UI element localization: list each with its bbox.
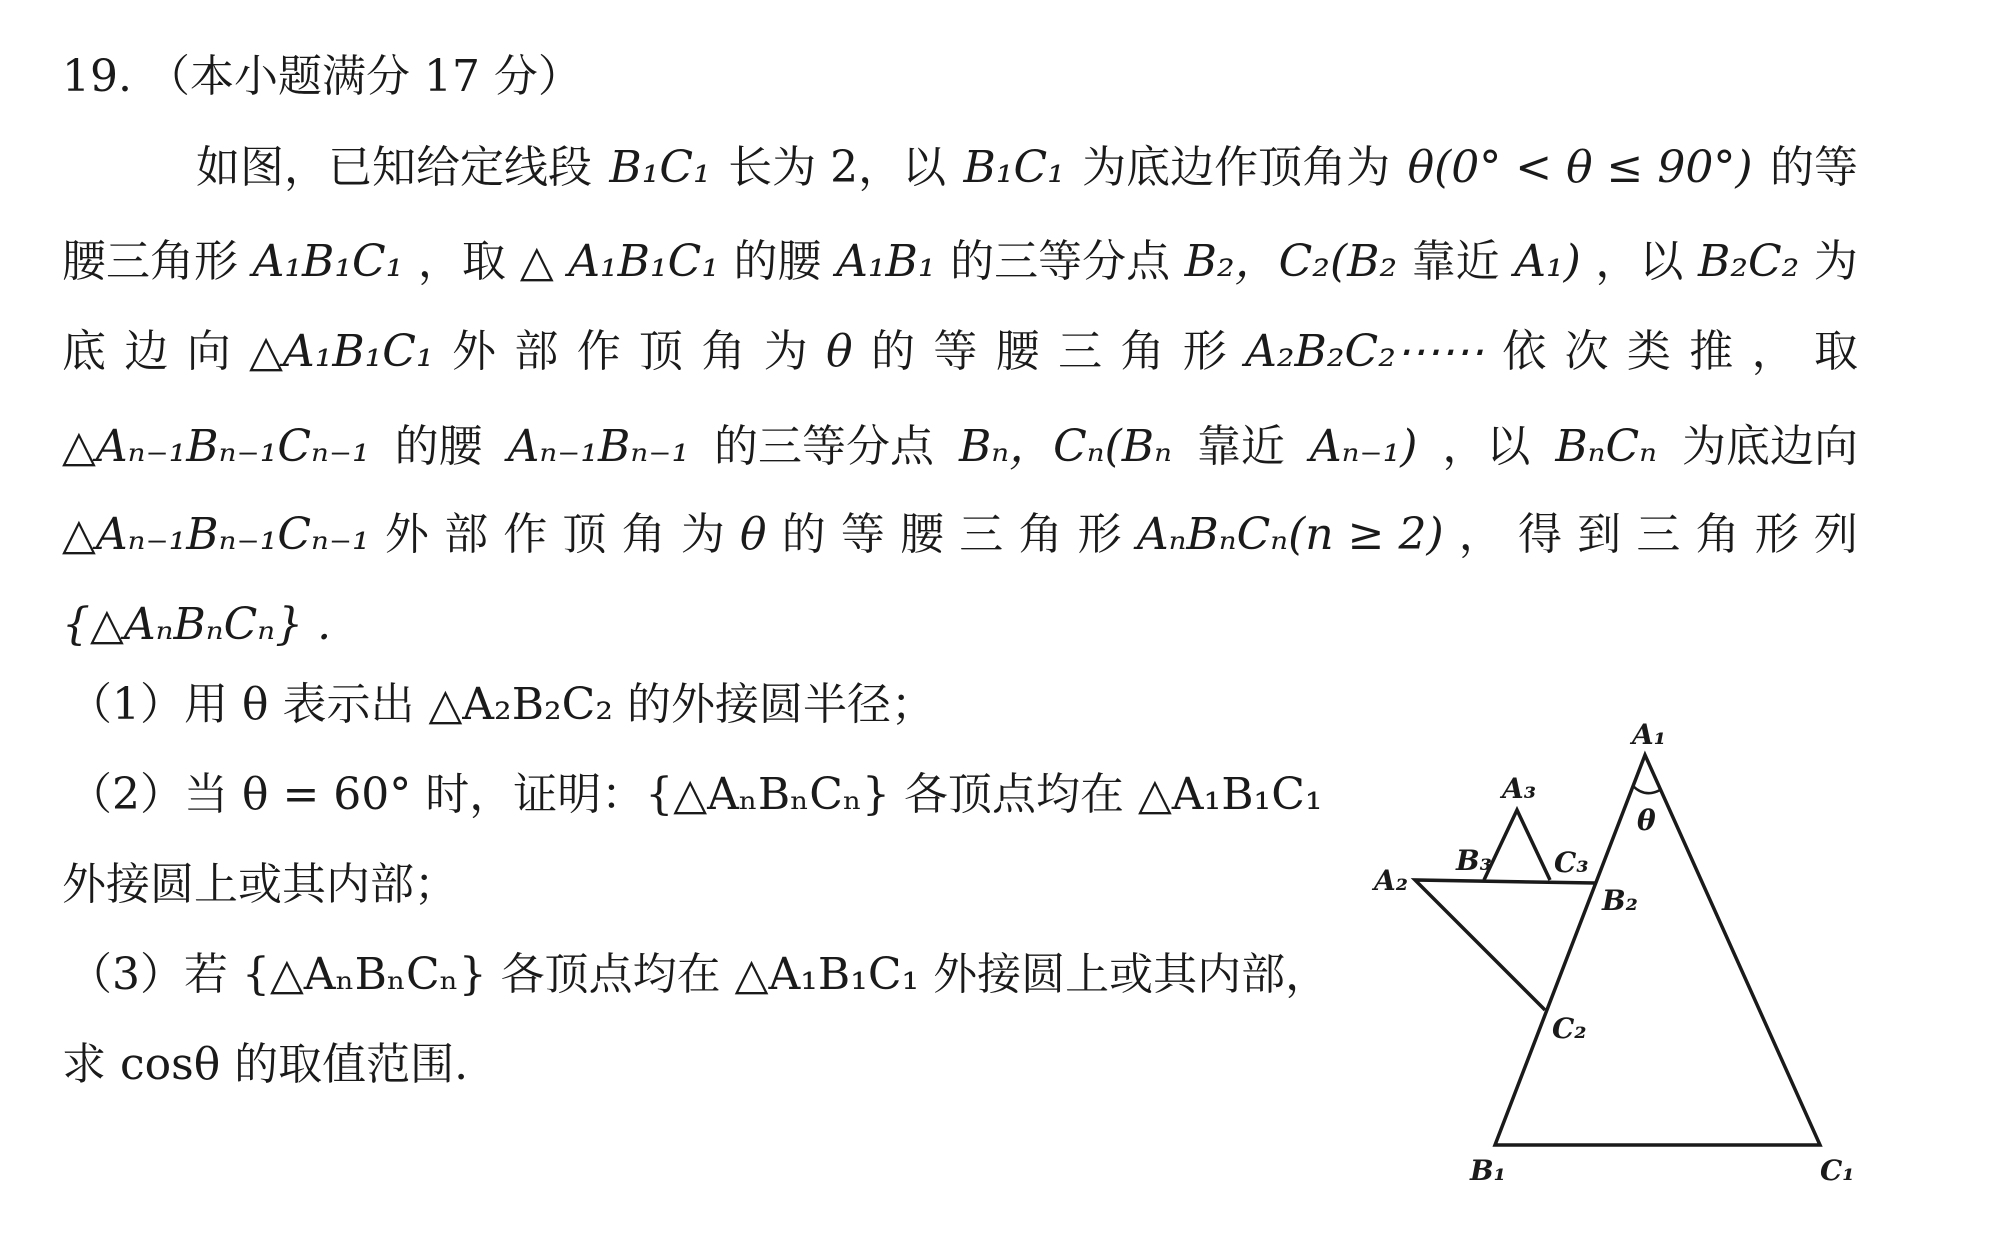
text-segment: 类 [1626, 326, 1671, 377]
math-segment: AₙBₙCₙ(n ≥ 2) [1136, 509, 1444, 560]
text-segment: 等 [933, 326, 978, 377]
text-segment: 角 [621, 509, 666, 560]
text-segment: 的三等分点 [950, 236, 1171, 287]
math-segment: A₁B₁C₁ [568, 236, 719, 287]
math-segment: △Aₙ₋₁Bₙ₋₁Cₙ₋₁ [62, 509, 370, 560]
text-segment: ， [1751, 326, 1796, 377]
text-segment: 作 [576, 326, 621, 377]
paragraph-line-1 [196, 142, 1858, 193]
triangle-A2B2C2 [1415, 880, 1595, 1010]
math-segment: △Aₙ₋₁Bₙ₋₁Cₙ₋₁ [62, 421, 370, 472]
label-B2: B₂ [1602, 884, 1638, 917]
text-segment: 等 [840, 509, 885, 560]
paragraph-line-4 [62, 421, 1858, 472]
paragraph-line-5 [62, 509, 1858, 560]
question-2-line-2 [62, 859, 458, 910]
problem-header [62, 51, 582, 102]
text-segment: 三 [1636, 509, 1681, 560]
text-segment: 底 [62, 326, 106, 377]
text-segment: 角 [1695, 509, 1740, 560]
text-segment: 的腰 [394, 421, 483, 472]
question-3-line-1 [68, 949, 1330, 1000]
text-segment: 为底边作顶角为 [1082, 142, 1391, 193]
triangle-A1B1C1 [1495, 755, 1820, 1145]
text-segment: 的 [870, 326, 915, 377]
text-segment: 次 [1564, 326, 1609, 377]
math-segment: △A₁B₁C₁ [249, 326, 434, 377]
label-A1: A₁ [1632, 720, 1666, 751]
paragraph-line-6 [62, 599, 332, 650]
label-B1: B₁ [1470, 1154, 1506, 1187]
text-segment: 列 [1813, 509, 1858, 560]
text-segment: ，取 △ [417, 236, 554, 287]
text-segment: 为 [763, 326, 808, 377]
text-segment: 得 [1517, 509, 1562, 560]
math-sequence: {△AₙBₙCₙ} . [62, 599, 332, 650]
math-segment: A₁B₁ [836, 236, 936, 287]
text-segment: 依 [1502, 326, 1547, 377]
question-2-line-1 [68, 769, 1323, 820]
question-3-text: （3）若 {△AₙBₙCₙ} 各顶点均在 △A₁B₁C₁ 外接圆上或其内部， [68, 949, 1330, 1000]
text-segment: 顶 [639, 326, 684, 377]
math-segment: A₁B₁C₁ [252, 236, 404, 287]
text-segment: 的等 [1769, 142, 1858, 193]
math-segment: B₂C₂ [1698, 236, 1800, 287]
math-theta: θ [740, 509, 767, 560]
math-B1C1: B₁C₁ [609, 142, 711, 193]
text-segment: 角 [701, 326, 746, 377]
text-segment: 形 [1182, 326, 1227, 377]
text-segment: 到 [1577, 509, 1622, 560]
question-1 [68, 679, 935, 730]
math-segment: Bₙ，Cₙ(Bₙ [958, 421, 1172, 472]
text-segment: 形 [1754, 509, 1799, 560]
text-segment: 形 [1077, 509, 1122, 560]
math-segment: Aₙ₋₁) [1309, 421, 1418, 472]
math-segment: B₂，C₂(B₂ [1184, 236, 1398, 287]
label-B3: B₃ [1456, 844, 1492, 877]
math-theta-range: θ(0° < θ ≤ 90°) [1407, 142, 1753, 193]
text-segment: 三 [959, 509, 1004, 560]
math-theta: θ [826, 326, 853, 377]
text-segment: 的腰 [733, 236, 822, 287]
text-segment: 角 [1120, 326, 1165, 377]
text-segment: 边 [124, 326, 169, 377]
label-C2: C₂ [1552, 1012, 1587, 1045]
math-segment: A₂B₂C₂⋯⋯ [1245, 326, 1484, 377]
text-segment: 为 [1813, 236, 1858, 287]
text-segment: 的三等分点 [714, 421, 935, 472]
question-1-text: （1）用 θ 表示出 △A₂B₂C₂ 的外接圆半径； [68, 679, 935, 730]
label-A2: A₂ [1374, 864, 1408, 897]
text-segment: 腰三角形 [62, 236, 238, 287]
math-segment: Aₙ₋₁Bₙ₋₁ [507, 421, 690, 472]
label-A3: A₃ [1502, 772, 1536, 805]
text-segment: 的 [781, 509, 826, 560]
text-segment: ，以 [1442, 421, 1531, 472]
text-segment: 长为 2，以 [728, 142, 947, 193]
text-segment: 靠近 [1196, 421, 1285, 472]
math-B1C1: B₁C₁ [963, 142, 1065, 193]
text-segment: 外 [451, 326, 496, 377]
text-segment: 角 [1018, 509, 1063, 560]
question-2-text-cont: 外接圆上或其内部； [62, 859, 458, 910]
text-segment: 作 [503, 509, 548, 560]
question-2-text: （2）当 θ = 60° 时，证明：{△AₙBₙCₙ} 各顶点均在 △A₁B₁C₁ [68, 769, 1323, 820]
text-segment: 取 [1814, 326, 1858, 377]
text-segment: 腰 [900, 509, 945, 560]
problem-header-text: 19. （本小题满分 17 分） [62, 51, 582, 102]
text-segment: 外 [384, 509, 429, 560]
text-segment: 推 [1689, 326, 1734, 377]
question-3-line-2 [62, 1039, 469, 1090]
triangle-A3B3C3 [1484, 810, 1550, 880]
text-segment: 为 [680, 509, 725, 560]
label-theta: θ [1637, 804, 1656, 837]
text-segment: 部 [444, 509, 489, 560]
text-segment: 为底边向 [1681, 421, 1858, 472]
text-segment: ， [1458, 509, 1503, 560]
text-segment: 如图，已知给定线段 [196, 142, 592, 193]
label-C3: C₃ [1554, 846, 1589, 879]
text-segment: ，以 [1595, 236, 1684, 287]
paragraph-line-2 [62, 236, 1858, 287]
text-segment: 部 [514, 326, 559, 377]
text-segment: 腰 [995, 326, 1040, 377]
text-segment: 顶 [562, 509, 607, 560]
math-segment: BₙCₙ [1555, 421, 1658, 472]
text-segment: 向 [186, 326, 231, 377]
text-segment: 靠近 [1411, 236, 1500, 287]
theta-arc [1633, 786, 1660, 793]
label-C1: C₁ [1820, 1154, 1855, 1187]
text-segment: 三 [1058, 326, 1103, 377]
math-segment: A₁) [1514, 236, 1581, 287]
paragraph-line-3 [62, 326, 1858, 377]
triangle-figure [1370, 720, 1890, 1190]
question-3-text-cont: 求 cosθ 的取值范围. [62, 1039, 469, 1090]
